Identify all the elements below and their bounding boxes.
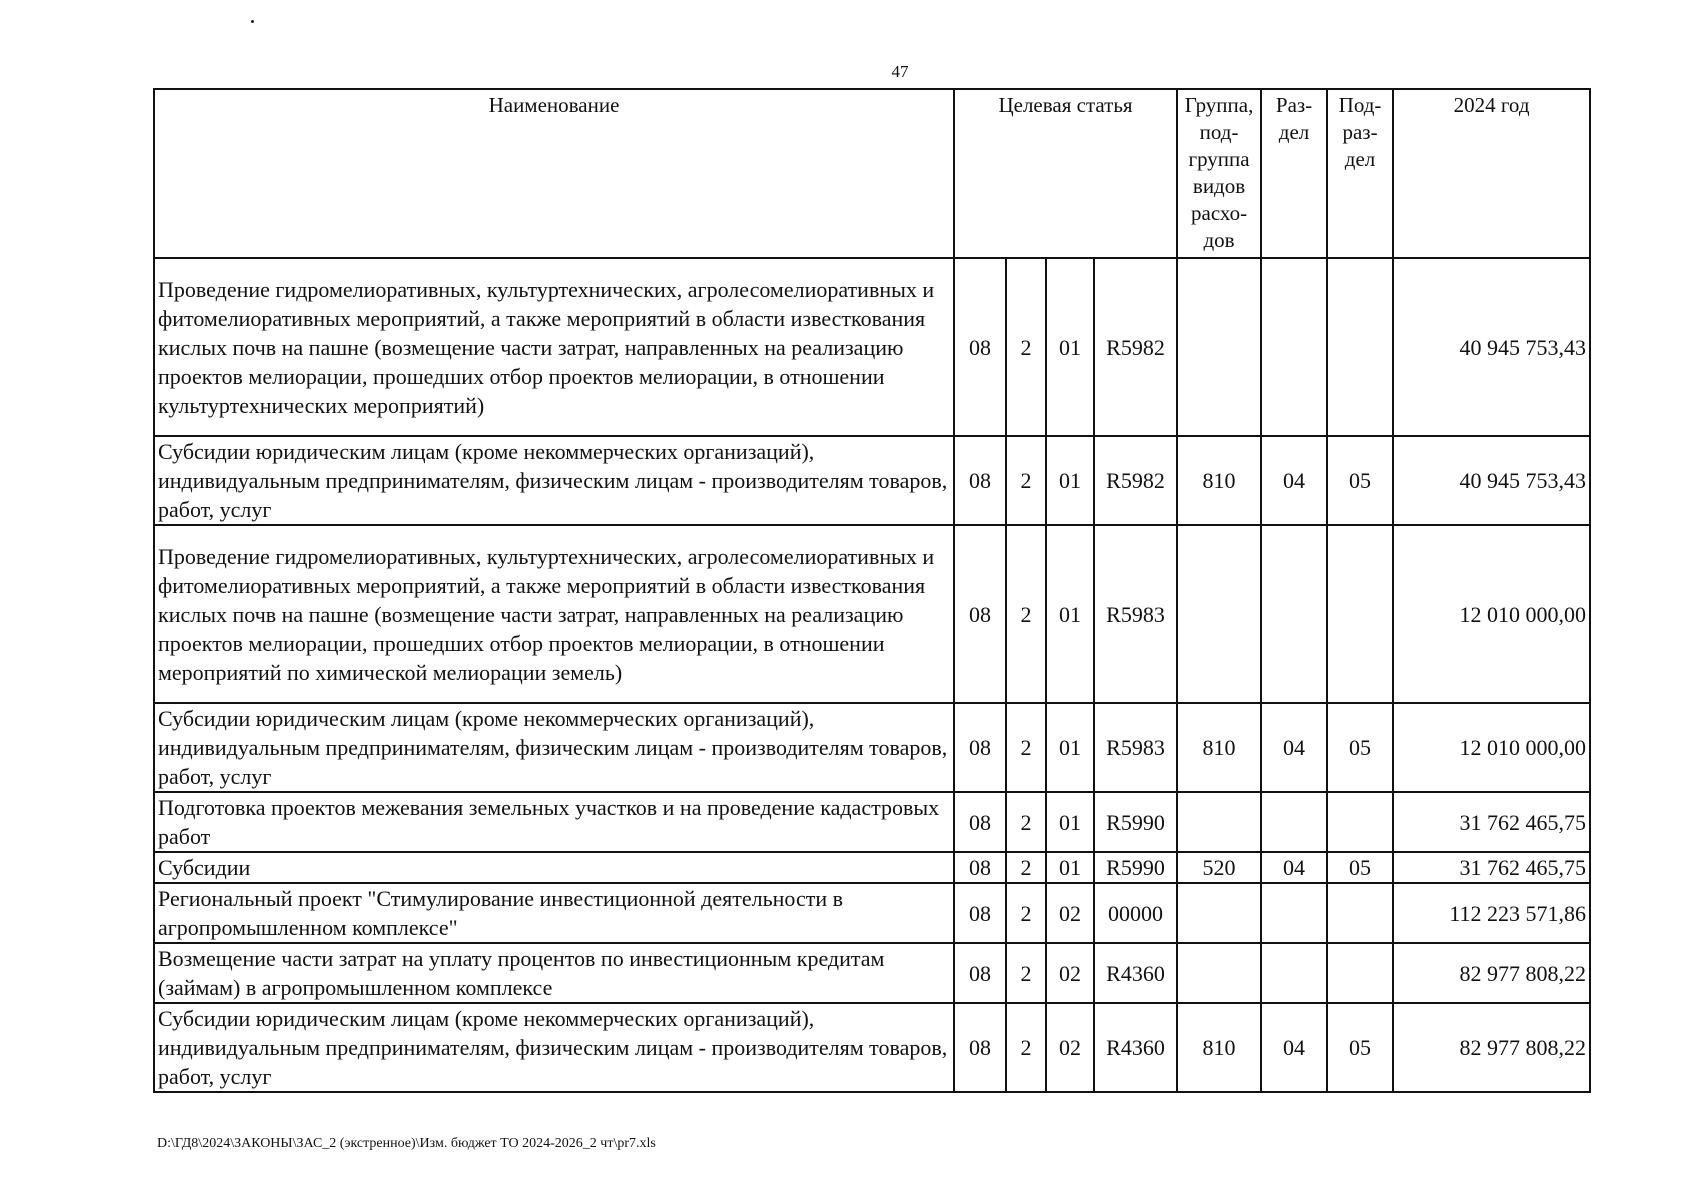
section-code: 04 bbox=[1261, 1003, 1327, 1092]
target-code-direction: R5983 bbox=[1094, 703, 1177, 792]
target-code-program: 08 bbox=[954, 943, 1006, 1003]
table-row bbox=[154, 792, 1590, 852]
amount-2024: 12 010 000,00 bbox=[1393, 703, 1590, 792]
target-code-direction: R4360 bbox=[1094, 1003, 1177, 1092]
subsection-code bbox=[1327, 792, 1393, 852]
expense-group bbox=[1177, 943, 1261, 1003]
scan-dot bbox=[251, 20, 254, 23]
target-code-subprogram: 2 bbox=[1006, 943, 1046, 1003]
target-code-direction: 00000 bbox=[1094, 883, 1177, 943]
target-code-subprogram: 2 bbox=[1006, 1003, 1046, 1092]
amount-2024: 82 977 808,22 bbox=[1393, 943, 1590, 1003]
target-code-direction: R5982 bbox=[1094, 258, 1177, 436]
subsection-code bbox=[1327, 883, 1393, 943]
expense-group bbox=[1177, 525, 1261, 703]
subsection-code: 05 bbox=[1327, 852, 1393, 883]
table-body bbox=[154, 258, 1590, 1092]
amount-2024: 40 945 753,43 bbox=[1393, 258, 1590, 436]
file-path-footer: D:\ГД8\2024\ЗАКОНЫ\ЗАС_2 (экстренное)\Изм. бюджет ТО 2024-2026_2 чт\pr7.xls bbox=[157, 1136, 656, 1151]
expense-group bbox=[1177, 883, 1261, 943]
subsection-code bbox=[1327, 943, 1393, 1003]
target-code-program: 08 bbox=[954, 703, 1006, 792]
section-code: 04 bbox=[1261, 852, 1327, 883]
section-code: 04 bbox=[1261, 436, 1327, 525]
target-code-event: 02 bbox=[1046, 1003, 1094, 1092]
table-row bbox=[154, 883, 1590, 943]
target-code-subprogram: 2 bbox=[1006, 883, 1046, 943]
target-code-subprogram: 2 bbox=[1006, 525, 1046, 703]
row-name: Субсидии юридическим лицам (кроме некоммерческих организаций), индивидуальным предпринимателям, физическим лицам - производителям товаров, работ, услуг bbox=[154, 703, 954, 792]
table-row bbox=[154, 258, 1590, 436]
table-row bbox=[154, 1003, 1590, 1092]
subsection-code: 05 bbox=[1327, 703, 1393, 792]
target-code-subprogram: 2 bbox=[1006, 258, 1046, 436]
subsection-code bbox=[1327, 525, 1393, 703]
table-row bbox=[154, 703, 1590, 792]
header-subsection: Под-раз-дел bbox=[1327, 89, 1393, 258]
target-code-event: 01 bbox=[1046, 792, 1094, 852]
target-code-subprogram: 2 bbox=[1006, 436, 1046, 525]
target-code-direction: R5990 bbox=[1094, 792, 1177, 852]
target-code-direction: R4360 bbox=[1094, 943, 1177, 1003]
header-expense-group: Группа, под-группа видов расхо-дов bbox=[1177, 89, 1261, 258]
target-code-direction: R5983 bbox=[1094, 525, 1177, 703]
expense-group: 810 bbox=[1177, 1003, 1261, 1092]
row-name: Подготовка проектов межевания земельных участков и на проведение кадастровых работ bbox=[154, 792, 954, 852]
target-code-event: 01 bbox=[1046, 703, 1094, 792]
section-code bbox=[1261, 525, 1327, 703]
row-name: Проведение гидромелиоративных, культуртехнических, агролесомелиоративных и фитомелиоративных мероприятий, а также мероприятий в области известкования кислых почв на пашне (возмещение части затрат, направленных на реализацию проектов мелиорации, прошедших отбор проектов мелиорации, в отношении мероприятий по химической мелиорации земель) bbox=[154, 525, 954, 703]
amount-2024: 112 223 571,86 bbox=[1393, 883, 1590, 943]
table-row bbox=[154, 436, 1590, 525]
section-code bbox=[1261, 792, 1327, 852]
expense-group: 810 bbox=[1177, 436, 1261, 525]
row-name: Проведение гидромелиоративных, культуртехнических, агролесомелиоративных и фитомелиоративных мероприятий, а также мероприятий в области известкования кислых почв на пашне (возмещение части затрат, направленных на реализацию проектов мелиорации, прошедших отбор проектов мелиорации, в отношении культуртехнических мероприятий) bbox=[154, 258, 954, 436]
amount-2024: 82 977 808,22 bbox=[1393, 1003, 1590, 1092]
subsection-code: 05 bbox=[1327, 1003, 1393, 1092]
target-code-subprogram: 2 bbox=[1006, 703, 1046, 792]
subsection-code bbox=[1327, 258, 1393, 436]
amount-2024: 31 762 465,75 bbox=[1393, 792, 1590, 852]
amount-2024: 40 945 753,43 bbox=[1393, 436, 1590, 525]
section-code bbox=[1261, 258, 1327, 436]
target-code-program: 08 bbox=[954, 436, 1006, 525]
subsection-code: 05 bbox=[1327, 436, 1393, 525]
row-name: Субсидии юридическим лицам (кроме некоммерческих организаций), индивидуальным предпринимателям, физическим лицам - производителям товаров, работ, услуг bbox=[154, 1003, 954, 1092]
amount-2024: 12 010 000,00 bbox=[1393, 525, 1590, 703]
target-code-subprogram: 2 bbox=[1006, 792, 1046, 852]
target-code-program: 08 bbox=[954, 1003, 1006, 1092]
target-code-direction: R5990 bbox=[1094, 852, 1177, 883]
header-name: Наименование bbox=[154, 89, 954, 258]
target-code-program: 08 bbox=[954, 792, 1006, 852]
expense-group: 810 bbox=[1177, 703, 1261, 792]
target-code-event: 02 bbox=[1046, 943, 1094, 1003]
target-code-direction: R5982 bbox=[1094, 436, 1177, 525]
target-code-event: 02 bbox=[1046, 883, 1094, 943]
section-code bbox=[1261, 883, 1327, 943]
expense-group bbox=[1177, 792, 1261, 852]
expense-group: 520 bbox=[1177, 852, 1261, 883]
budget-table bbox=[153, 88, 1591, 1093]
section-code bbox=[1261, 943, 1327, 1003]
target-code-program: 08 bbox=[954, 852, 1006, 883]
amount-2024: 31 762 465,75 bbox=[1393, 852, 1590, 883]
expense-group bbox=[1177, 258, 1261, 436]
row-name: Субсидии bbox=[154, 852, 954, 883]
table-header-row bbox=[154, 89, 1590, 258]
target-code-event: 01 bbox=[1046, 525, 1094, 703]
target-code-program: 08 bbox=[954, 525, 1006, 703]
target-code-program: 08 bbox=[954, 258, 1006, 436]
page-number: 47 bbox=[891, 62, 909, 81]
row-name: Субсидии юридическим лицам (кроме некоммерческих организаций), индивидуальным предпринимателям, физическим лицам - производителям товаров, работ, услуг bbox=[154, 436, 954, 525]
table-row bbox=[154, 852, 1590, 883]
target-code-program: 08 bbox=[954, 883, 1006, 943]
row-name: Региональный проект "Стимулирование инвестиционной деятельности в агропромышленном комплексе" bbox=[154, 883, 954, 943]
header-target-article: Целевая статья bbox=[954, 89, 1177, 258]
header-section: Раз-дел bbox=[1261, 89, 1327, 258]
table-row bbox=[154, 525, 1590, 703]
target-code-event: 01 bbox=[1046, 852, 1094, 883]
section-code: 04 bbox=[1261, 703, 1327, 792]
row-name: Возмещение части затрат на уплату процентов по инвестиционным кредитам (займам) в агропромышленном комплексе bbox=[154, 943, 954, 1003]
header-year: 2024 год bbox=[1393, 89, 1590, 258]
target-code-event: 01 bbox=[1046, 436, 1094, 525]
target-code-subprogram: 2 bbox=[1006, 852, 1046, 883]
table-row bbox=[154, 943, 1590, 1003]
target-code-event: 01 bbox=[1046, 258, 1094, 436]
